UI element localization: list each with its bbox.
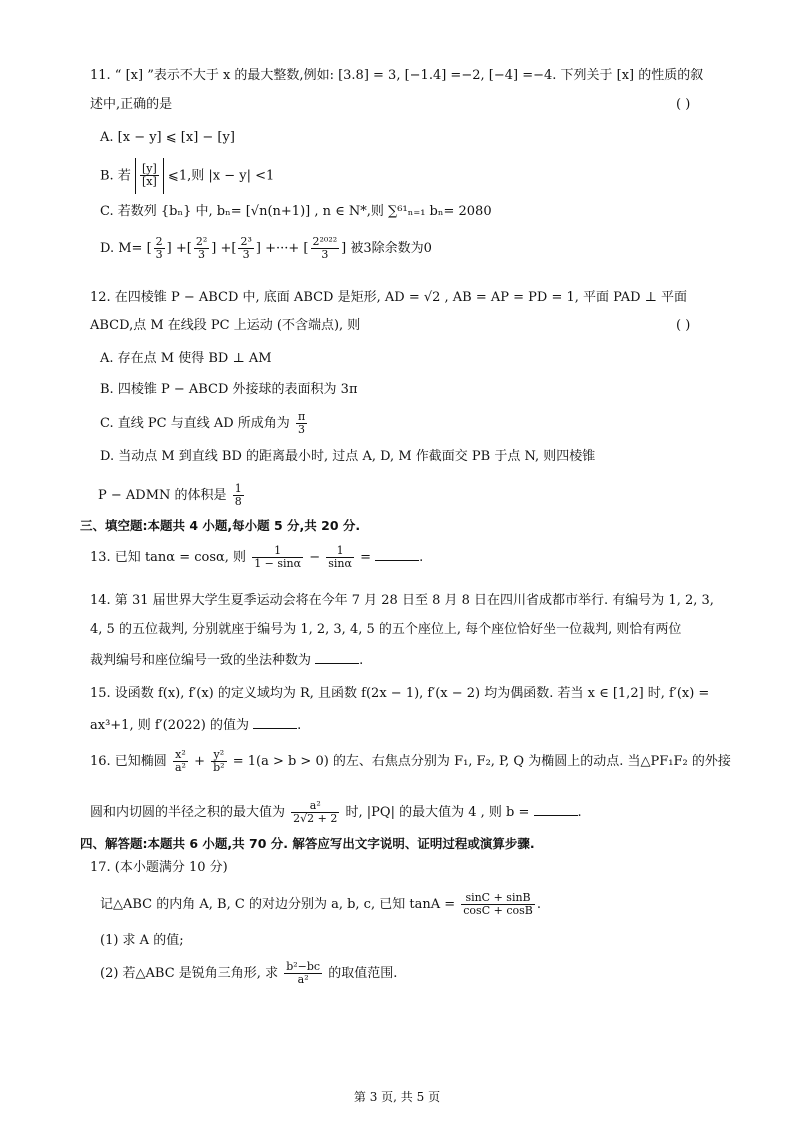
q13-fraction-2: $\frac{1}{\sin\alpha}$ (328, 544, 352, 570)
q16-x-fraction: $\frac{\text{x²}}{\text{a²}}$ (174, 748, 186, 774)
section-fill-in-heading: 三、填空题:本题共 4 小题,每小题 5 分,共 20 分. (80, 518, 361, 533)
q17-part-2: (2) 若△ABC 是锐角三角形, 求 $\frac{\text{b²−bc}}{\text{a²}}$ 的取值范围. (100, 960, 398, 986)
q16-answer-blank[interactable] (534, 803, 578, 816)
q14-line3: 裁判编号和座位编号一致的坐法种数为 . (90, 653, 364, 668)
q11-option-d: D. M= [ $\frac{2}{3}$ ] +[ $\frac{\text{2²}}{3}$ ] +[ $\frac{\text{2³}}{3}$ ] +···+ [ $\frac{\text{2²⁰²²}}{3}$ ] 被3除余数为0 (100, 235, 432, 261)
q17-part-2-fraction: $\frac{\text{b²−bc}}{\text{a²}}$ (286, 960, 321, 986)
q13-fraction-1: $\frac{1}{1 - \sin\alpha}$ (254, 544, 302, 570)
q11-d-term-3: $\frac{\text{2³}}{3}$ (240, 235, 252, 261)
q12-option-d-line1: D. 当动点 M 到直线 BD 的距离最小时, 过点 A, D, M 作截面交 PB 于点 N, 则四棱锥 (100, 449, 596, 464)
q15-line1: 15. 设函数 f(x), f′(x) 的定义域均为 R, 且函数 f(2x − 1), f′(x − 2) 均为偶函数. 若当 x ∈ [1,2] 时, f′(x) = (90, 686, 710, 701)
q12-option-b: B. 四棱锥 P − ABCD 外接球的表面积为 3π (100, 382, 358, 397)
section-solution-heading: 四、解答题:本题共 6 小题,共 70 分. 解答应写出文字说明、证明过程或演算步骤. (80, 836, 535, 851)
q16-line1: 16. 已知椭圆 $\frac{\text{x²}}{\text{a²}}$ + $\frac{\text{y²}}{\text{b²}}$ = 1(a > b > 0) 的左、右焦点分别为 F₁, F₂, P, Q 为椭圆上的动点. 当△PF₁F₂ 的外接 (90, 748, 731, 774)
q16-y-fraction: $\frac{\text{y²}}{\text{b²}}$ (213, 748, 225, 774)
q12-option-d-fraction: $\frac{1}{8}$ (234, 482, 242, 508)
q12-answer-paren: ( ) (676, 318, 691, 333)
q12-option-a: A. 存在点 M 使得 BD ⊥ AM (100, 351, 272, 366)
q17-stem: 记△ABC 的内角 A, B, C 的对边分别为 a, b, c, 已知 tanA = $\frac{\sin C + \sin B}{\cos C + \cos B}$ . (100, 891, 541, 917)
q12-option-c (100, 408, 309, 440)
q16-radius-fraction: $\frac{\text{a²}}{2√2 + 2}$ (293, 799, 338, 825)
q11-option-b-suffix: ⩽1,则 |x − y| <1 (167, 168, 275, 184)
q11-d-term-2: $\frac{\text{2²}}{3}$ (195, 235, 208, 261)
q12-option-c-text: C. 直线 PC 与直线 AD 所成角为 (100, 416, 290, 431)
q12-option-d-text: P − ADMN 的体积是 (98, 488, 227, 503)
q11-option-b (100, 158, 274, 195)
q13-answer-blank[interactable] (375, 548, 419, 561)
page-footer: 第 3 页, 共 5 页 (353, 1090, 441, 1104)
q11-answer-paren: ( ) (676, 97, 691, 112)
q11-option-b-fraction: $\frac{[y]}{[x]}$ (141, 162, 157, 188)
q14-answer-blank[interactable] (315, 651, 359, 664)
q17-heading: 17. (本小题满分 10 分) (90, 860, 228, 875)
q13: 13. 已知 tanα = cosα, 则 $\frac{1}{1 - \sin\alpha}$ − $\frac{1}{\sin\alpha}$ = . (90, 544, 424, 570)
q14-line1: 14. 第 31 届世界大学生夏季运动会将在今年 7 月 28 日至 8 月 8 日在四川省成都市举行. 有编号为 1, 2, 3, (90, 593, 714, 608)
q11-d-term-4: $\frac{\text{2²⁰²²}}{3}$ (312, 235, 338, 261)
q15-line2: ax³+1, 则 f′(2022) 的值为 . (90, 718, 302, 733)
q11-option-d-prefix: D. M= (100, 241, 143, 256)
q16-line2: 圆和内切圆的半径之积的最大值为 $\frac{\text{a²}}{2√2 + 2}$ 时, |PQ| 的最大值为 4 , 则 b = . (90, 799, 582, 825)
q11-line2: 述中,正确的是 (90, 97, 173, 112)
q15-answer-blank[interactable] (253, 716, 297, 729)
q11-d-ellipsis: +···+ (265, 241, 300, 256)
q12-option-c-fraction: $\frac{\pi}{3}$ (297, 410, 306, 436)
q11-option-b-prefix: B. 若 (100, 168, 131, 184)
q17-part-1: (1) 求 A 的值; (100, 933, 184, 948)
q11-option-c: C. 若数列 {bₙ} 中, bₙ= [√n(n+1)] , n ∈ N*,则 ∑⁶¹ₙ₌₁ bₙ= 2080 (100, 204, 492, 219)
q11-option-a: A. [x − y] ⩽ [x] − [y] (100, 130, 235, 145)
q12-line2: ABCD,点 M 在线段 PC 上运动 (不含端点), 则 (90, 318, 361, 333)
q17-tan-fraction: $\frac{\sin C + \sin B}{\cos C + \cos B}$ (463, 891, 533, 917)
q12-option-d-line2 (98, 480, 246, 512)
q13-text: 13. 已知 tanα = cosα, 则 (90, 550, 247, 565)
q12-line1: 12. 在四棱锥 P − ABCD 中, 底面 ABCD 是矩形, AD = √2 , AB = AP = PD = 1, 平面 PAD ⊥ 平面 (90, 290, 688, 305)
q11-line1: 11. “ [x] ”表示不大于 x 的最大整数,例如: [3.8] = 3, [−1.4] =−2, [−4] =−4. 下列关于 [x] 的性质的叙 (90, 68, 704, 83)
q11-d-term-1: $\frac{2}{3}$ (155, 235, 163, 261)
q14-line2: 4, 5 的五位裁判, 分别就座于编号为 1, 2, 3, 4, 5 的五个座位上, 每个座位恰好坐一位裁判, 则恰有两位 (90, 622, 682, 637)
q11-option-d-suffix: 被3除余数为0 (350, 241, 432, 256)
